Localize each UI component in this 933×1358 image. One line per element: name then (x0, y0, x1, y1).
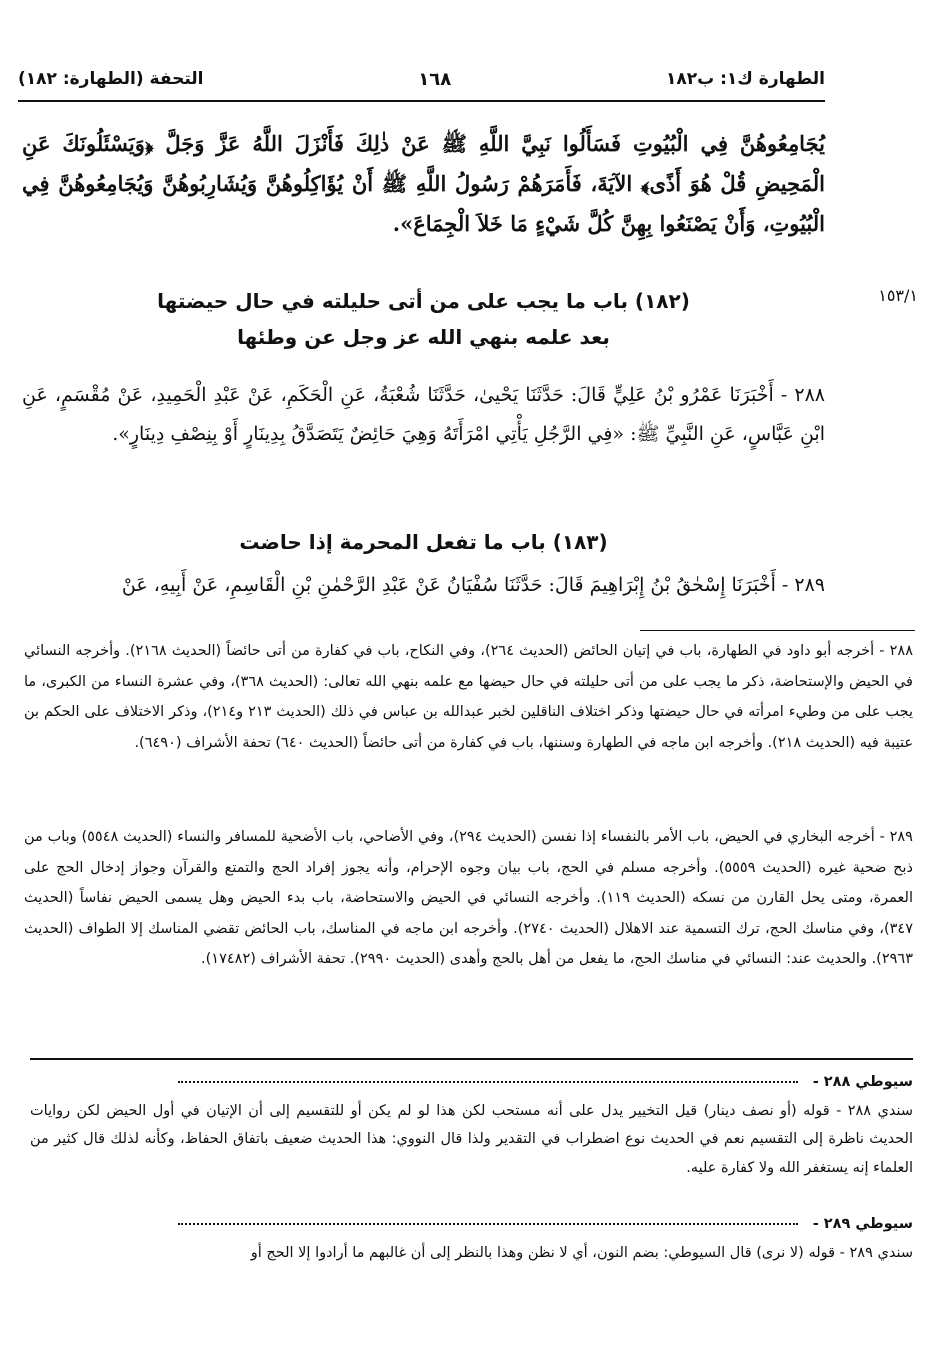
hadith-289: ٢٨٩ - أَخْبَرَنَا إِسْحٰقُ بْنُ إِبْرَاهِيمَ قَالَ: حَدَّثَنَا سُفْيَانُ عَنْ عَبْدِ الرَّحْمٰنِ بْنِ الْقَاسِمِ، عَنْ أَبِيهِ، عَنْ (121, 574, 825, 596)
hadith-continuation-text: يُجَامِعُوهُنَّ فِي الْبُيُوتِ فَسَأَلُوا نَبِيَّ اللَّهِ ﷺ عَنْ ذٰلِكَ فَأَنْزَلَ اللَّهُ عَزَّ وَجَلَّ ﴿وَيَسْئَلُونَكَ عَنِ الْمَحِيضِ قُلْ هُوَ أَذًى﴾ الآيَةَ، فَأَمَرَهُمْ رَسُولُ اللَّهِ ﷺ أَنْ يُؤَاكِلُوهُنَّ وَيُشَارِبُوهُنَّ وَيُجَامِعُوهُنَّ فِي الْبُيُوتِ، وَأَنْ يَصْنَعُوا بِهِنَّ كُلَّ شَيْءٍ مَا خَلاَ الْجِمَاعَ». (22, 131, 825, 236)
commentary-289 (30, 1210, 913, 1267)
footnote-289 (24, 822, 913, 975)
chapter-heading-line: (١٨٣) باب ما تفعل المحرمة إذا حاضت (239, 530, 608, 554)
footnote-text: ٢٨٩ - أخرجه البخاري في الحيض، باب الأمر بالنفساء إذا نفسن (الحديث ٢٩٤)، وفي الأضاحي، باب الأضحية للمسافر والنساء (الحديث ٥٥٤٨) وباب من ذبح ضحية غيره (الحديث ٥٥٥٩). وأخرجه مسلم في الحج، باب بيان وجوه الإحرام، وأنه يجوز إفراد الحج والتمتع والقرآن وجواز إدخال الحج على العمرة، ومتى يحل القارن من نسكه (الحديث ١١٩). وأخرجه النسائي في الحيض والاستحاضة، باب بدء الحيض وهل يسمى الحيض نفاساً (الحديث ٣٤٧)، وفي مناسك الحج، ترك التسمية عند الاهلال (الحديث ٢٧٤٠). وأخرجه ابن ماجه في المناسك، باب الحائض تقضي المناسك إلا الطواف (الحديث ٢٩٦٣). والحديث عند: النسائي في مناسك الحج، ما يفعل من أهل بالحج وأهدى (الحديث ٢٩٩٠). تحفة الأشراف (١٧٤٨٢). (24, 829, 914, 967)
running-header (18, 64, 825, 94)
footnote-divider (640, 630, 915, 631)
chapter-heading-line: بعد علمه بنهي الله عز وجل عن وطئها (237, 325, 610, 349)
dotted-leader (178, 1081, 798, 1083)
sindi-289: سندي ٢٨٩ - قوله (لا نرى) قال السيوطي: بضم النون، أي لا نظن وهذا بالنظر إلى أن غالبهم ما أرادوا إلا الحج أو (250, 1244, 913, 1261)
dotted-leader (178, 1223, 798, 1225)
footnote-288 (24, 636, 913, 758)
chapter-heading-182 (22, 283, 825, 355)
header-tuhfa-ref: التحفة (الطهارة: ١٨٢) (18, 69, 204, 89)
chapter-heading-183 (22, 524, 825, 560)
suyuti-288-label: سيوطي ٢٨٨ - (812, 1074, 913, 1090)
header-chapter-ref: الطهارة ك١: ب١٨٢ (665, 69, 825, 89)
commentary-divider (30, 1058, 913, 1060)
commentary-288 (30, 1068, 913, 1182)
suyuti-289-line (30, 1210, 913, 1239)
margin-reference: ١٥٣/١ (878, 286, 918, 305)
chapter-heading-line: (١٨٢) باب ما يجب على من أتى حليلته في حال حيضتها (157, 289, 690, 313)
suyuti-288-line (30, 1068, 913, 1097)
hadith-288: ٢٨٨ - أَخْبَرَنَا عَمْرُو بْنُ عَلِيٍّ قَالَ: حَدَّثَنَا يَحْيىٰ، حَدَّثَنَا شُعْبَةُ، عَنِ الْحَكَمِ، عَنْ عَبْدِ الْحَمِيدِ، عَنْ مُقْسَمٍ، عَنِ ابْنِ عَبَّاسٍ، عَنِ النَّبِيِّ ﷺ: «فِي الرَّجُلِ يَأْتِي امْرَأَتَهُ وَهِيَ حَائِضٌ يَتَصَدَّقُ بِدِينَارٍ أَوْ بِنِصْفِ دِينَارٍ». (22, 384, 825, 445)
header-divider (18, 100, 825, 102)
sindi-288: سندي ٢٨٨ - قوله (أو نصف دينار) قيل التخيير يدل على أنه مستحب لكن هذا لو لم يكن أو للتقسيم إلى أن الإتيان في أول الحيض لكن روايات الحديث ناظرة إلى التقسيم نعم في الحديث نوع اضطراب في التقدير ولذا قال النووي: هذا الحديث ضعيف باتفاق الحفاظ، وكأنه لذلك قال كثير من العلماء إنه يستغفر الله ولا كفارة عليه. (30, 1102, 913, 1176)
footnote-text: ٢٨٨ - أخرجه أبو داود في الطهارة، باب في إتيان الحائض (الحديث ٢٦٤)، وفي النكاح، باب في كفارة من أتى حائضاً (الحديث ٢١٦٨). وأخرجه النسائي في الحيض والإستحاضة، ذكر ما يجب على من أتى حليلته في حال حيضها مع علمه بنهي الله تعالى: (الحديث ٣٦٨)، وفي عشرة النساء من الكبرى، ما يجب على من وطيء امرأته في حال حيضتها وذكر اختلاف الناقلين لخبر عبدالله بن عباس في ذلك (الحديث ٢١٣ و٢١٤)، وذكر الاختلاف على الحكم بن عتيبة فيه (الحديث ٢١٨). وأخرجه ابن ماجه في الطهارة وسننها، باب في كفارة من أتى حائضاً (الحديث ٦٤٠) تحفة الأشراف (٦٤٩٠). (24, 643, 914, 751)
suyuti-289-label: سيوطي ٢٨٩ - (812, 1216, 913, 1232)
page-number: ١٦٨ (418, 68, 452, 90)
